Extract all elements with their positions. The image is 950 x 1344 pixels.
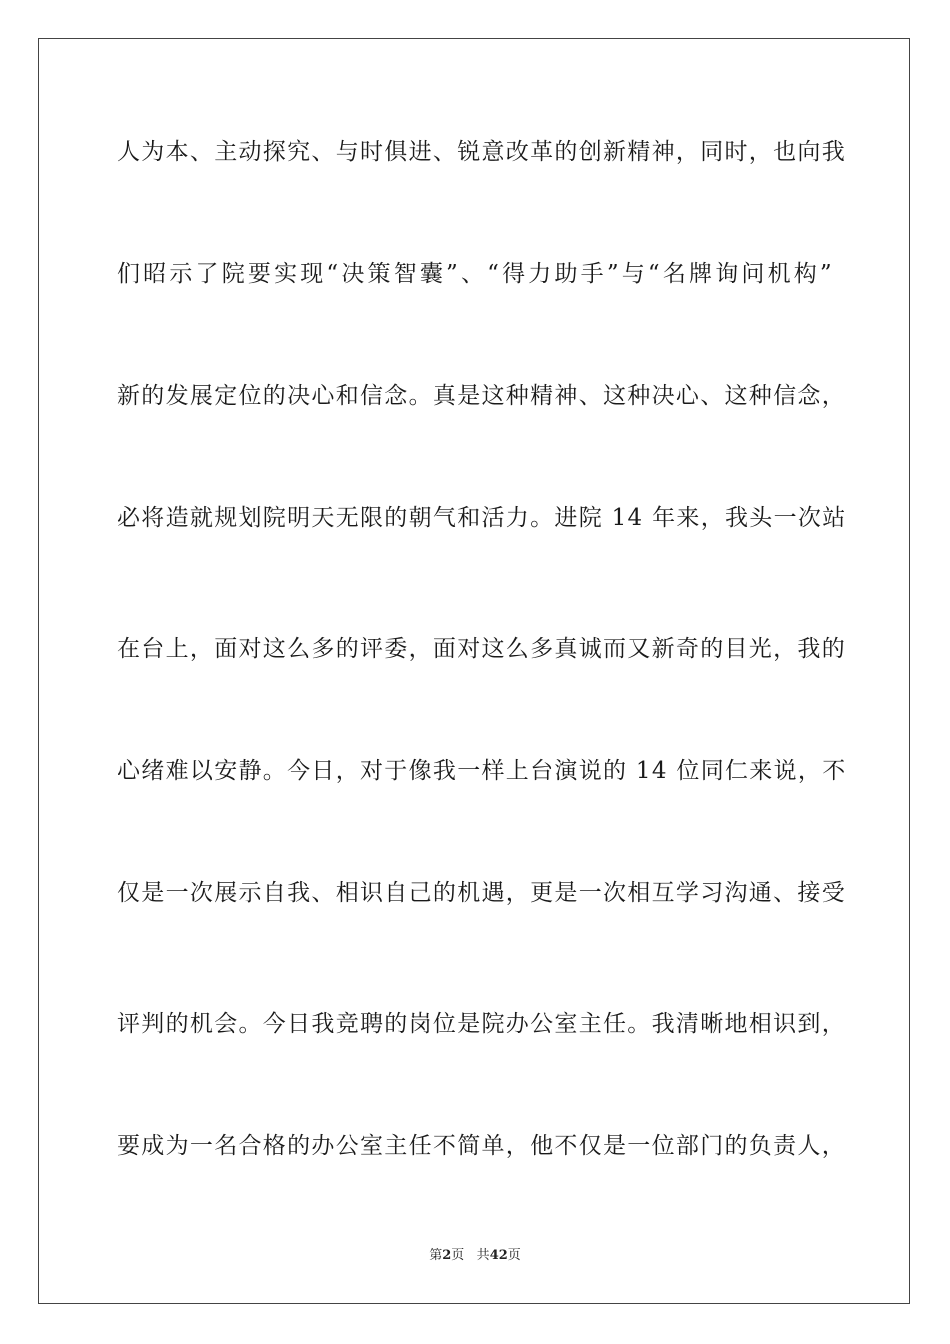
body-text-line: 新的发展定位的决心和信念。真是这种精神、这种决心、这种信念， (117, 383, 846, 409)
body-text-line: 仅是一次展示自我、相识自己的机遇，更是一次相互学习沟通、接受 (117, 880, 846, 906)
body-text-line: 评判的机会。今日我竞聘的岗位是院办公室主任。我清晰地相识到， (117, 1011, 846, 1037)
body-text-line: 在台上，面对这么多的评委，面对这么多真诚而又新奇的目光，我的 (117, 636, 846, 662)
total-pages: 42 (489, 1248, 508, 1263)
body-text-line: 必将造就规划院明天无限的朝气和活力。进院 14 年来，我头一次站 (117, 505, 847, 531)
page-label-suffix: 页 (451, 1248, 465, 1263)
total-label-suffix: 页 (507, 1248, 521, 1263)
page-label-prefix: 第 (429, 1248, 443, 1263)
body-text-line: 人为本、主动探究、与时俱进、锐意改革的创新精神，同时，也向我 (117, 139, 846, 165)
body-text-line: 要成为一名合格的办公室主任不简单，他不仅是一位部门的负责人， (117, 1133, 846, 1159)
total-label-prefix: 共 (476, 1248, 490, 1263)
body-text-line: 心绪难以安静。今日，对于像我一样上台演说的 14 位同仁来说，不 (117, 758, 847, 784)
page-footer (0, 1247, 950, 1265)
page-border (38, 38, 910, 1304)
page-number: 2 (442, 1248, 452, 1263)
body-text-line: 们昭示了院要实现“决策智囊”、“得力助手”与“名牌询问机构” (117, 261, 833, 287)
